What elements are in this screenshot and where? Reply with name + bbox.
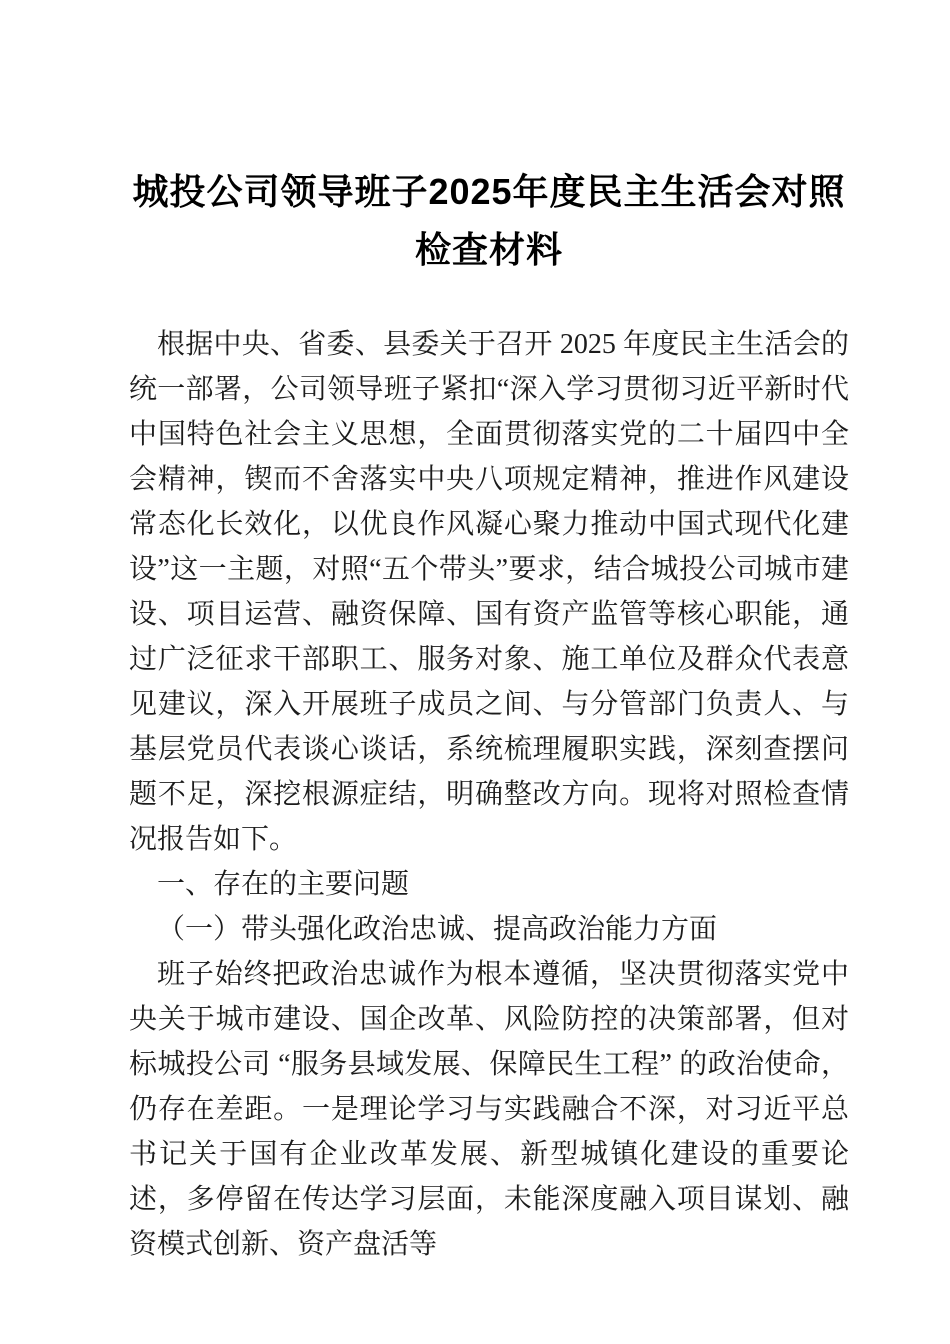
section-heading-main-problems: 一、存在的主要问题: [157, 869, 410, 900]
body-paragraph-political-loyalty: 班子始终把政治忠诚作为根本遵循，坚决贯彻落实党中央关于城市建设、国企改革、风险防控的决策部署，但对标城投公司 “服务县域发展、保障民生工程” 的政治使命，仍存在差距。一是理论学习与实践融合不深，对习近平总书记关于国有企业改革发展、新型城镇化建设的重要论述，多停留在传达学习层面，未能深度融入项目谋划、融资模式创新、资产盘活等: [129, 959, 849, 1260]
intro-paragraph: 根据中央、省委、县委关于召开 2025 年度民主生活会的统一部署，公司领导班子紧扣“深入学习贯彻习近平新时代中国特色社会主义思想，全面贯彻落实党的二十届四中全会精神，锲而不舍落实中央八项规定精神，推进作风建设常态化长效化，以优良作风凝心聚力推动中国式现代化建设”这一主题，对照“五个带头”要求，结合城投公司城市建设、项目运营、融资保障、国有资产监管等核心职能，通过广泛征求干部职工、服务对象、施工单位及群众代表意见建议，深入开展班子成员之间、与分管部门负责人、与基层党员代表谈心谈话，系统梳理履职实践，深刻查摆问题不足，深挖根源症结，明确整改方向。现将对照检查情况报告如下。: [129, 329, 849, 855]
document-title-line-2: 检查材料: [414, 229, 563, 270]
document-title: [129, 163, 849, 279]
document-title-line-1: 城投公司领导班子2025年度民主生活会对照: [132, 171, 846, 212]
subsection-heading-political-loyalty: （一）带头强化政治忠诚、提高政治能力方面: [157, 914, 718, 945]
document-body: [129, 322, 849, 1267]
